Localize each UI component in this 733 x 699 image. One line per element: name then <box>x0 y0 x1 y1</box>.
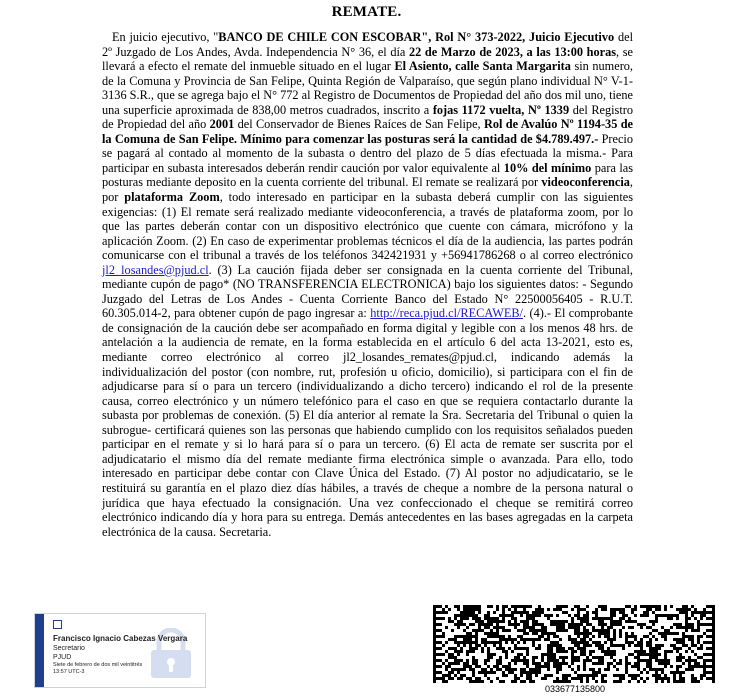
barcode-graphic <box>433 605 717 684</box>
bold-text-7: fojas 1172 vuelta, Nº 1339 <box>432 102 570 117</box>
bold-text-13: 10% del mínimo <box>503 160 592 175</box>
bold-text-17: plataforma Zoom <box>124 190 220 205</box>
text-22: . (4).- El comprobante de consignación de la caución debe ser acompañado en forma digital y legible con a los menos 48 hrs. de antelación a la audiencia de remate, en la forma establecida en el artículo 6 del acta 13-2021, esto es, mediante correo electrónico al correo jl2_losandes_remates@pjud.cl, indicando además la individualización del postor (con nombre, rut, profesión u oficio, domicilio), si participara con el fin de adjudicarse para sí o para un tercero (individualizando a dicho tercero) indicando el rol de la presente causa, correo electrónico y un número telefónico para el caso en que se requiera contactarlo durante la subasta por problemas de conexión. (5) El día anterior al remate la Sra. Secretaria del Tribunal o quien la subrogue- certificará quienes son las personas que habiendo cumplido con los requisitos señalados pueden participar en el remate y si lo hará para sí o para un tercero. (6) El acta de remate ser suscrita por el adjudicatario el mismo día del remate mediante firma electrónica simple o avanzada. Para ello, todo interesado en participar debe contar con Clave Única del Estado. (7) Al postor no adjudicatario, se le restituirá su garantía en el plazo diez días hábiles, a través de cheque a nombre de la persona natural o jurídica que haya efectuado la consignación. Una vez confeccionado el cheque se remitirá correo electrónico indicando día y hora para su entrega. Demás antecedentes en las bases agregadas en la carpeta electrónica de la causa. Secretaria. <box>102 306 633 539</box>
signer-role: Secretario <box>53 645 85 652</box>
link-19[interactable]: jl2_losandes@pjud.cl <box>102 262 209 277</box>
signer-name: Francisco Ignacio Cabezas Vergara <box>53 634 188 643</box>
document-title: REMATE. <box>331 4 402 20</box>
text-2: del 2º Juzgado de Los Andes, Avda. Independencia N° 36, el día <box>102 30 633 59</box>
bold-text-3: 22 de Marzo de 2023, a las 13:00 horas <box>409 44 617 59</box>
electronic-signature-box <box>34 613 206 688</box>
text-8: del Registro de Propiedad del año <box>102 102 633 132</box>
text-4: , se llevará a efecto el remate del inmueble situado en el lugar <box>102 44 633 74</box>
text-10: del Conservador de Bienes Raíces de San Felipe, <box>234 117 484 132</box>
link-21[interactable]: http://reca.pjud.cl/RECAWEB/ <box>370 306 523 321</box>
pjud-crest-icon <box>53 620 62 629</box>
remate-body <box>102 30 633 539</box>
text-0: En juicio ejecutivo, " <box>112 30 219 44</box>
remate-paragraph <box>102 30 633 539</box>
signer-org: PJUD <box>53 654 72 661</box>
text-20: . (3) La caución fijada deber ser consignada en la cuenta corriente del Tribunal, mediante cupón de pago* (NO TRANSFERENCIA ELECTRONICA) bajo los siguientes datos: - Segundo Juzgado del Letras de Los Andes - Cuenta Corriente Banco del Estado N° 22500056405 - R.U.T. 60.305.014-2, para obtener cupón de pago ingresar a: <box>102 262 633 321</box>
bold-text-11: Rol de Avalúo Nº 1194-35 de la Comuna de San Felipe. Mínimo para comenzar las posturas será la cantidad de $4.789.497.- <box>102 117 633 146</box>
signature-date: Siete de febrero de dos mil veintitrés <box>53 662 143 668</box>
bold-text-1: BANCO DE CHILE CON ESCOBAR", Rol N° 373-2022, Juicio Ejecutivo <box>218 30 615 44</box>
verification-code: 033677135800 <box>544 684 606 694</box>
text-16: , por <box>102 175 633 205</box>
verification-barcode <box>433 605 717 684</box>
text-14: para las posturas mediante deposito en la cuenta corriente del tribunal. El remate se realizará por <box>102 160 633 190</box>
text-12: Precio se pagará al contado al momento de la subasta o dentro del plazo de 5 días efectuada la misma.- Para participar en subasta interesados deberán rendir caución por valor equivalente al <box>102 131 633 175</box>
bold-text-15: videoconferencia <box>541 175 630 190</box>
text-18: , todo interesado en participar en la subasta deberá cumplir con las siguientes exigencias: (1) El remate será realizado mediante videoconferencia, a través de plataforma zoom, por lo que las partes deberán contar con un dispositivo electrónico que cuente con cámara, micrófono y la aplicación Zoom. (2) En caso de experimentar problemas técnicos el día de la audiencia, las partes podrán comunicarse con el tribunal a través de los teléfonos 342421931 y +56941786268 o al correo electrónico <box>102 190 633 263</box>
bold-text-5: El Asiento, calle Santa Margarita <box>394 59 571 74</box>
text-6: sin numero, de la Comuna y Provincia de San Felipe, Quinta Región de Valparaíso, que según plano individual N° V-1-3136 S.R., que se agrega bajo el N° 772 al Registro de Documentos de Propiedad del año dos mil uno, tiene una superficie aproximada de 838,00 metros cuadrados, inscrito a <box>102 59 634 117</box>
signature-time: 13:57 UTC-3 <box>53 669 85 675</box>
signature-stripe <box>35 614 44 687</box>
bold-text-9: 2001 <box>209 117 235 132</box>
